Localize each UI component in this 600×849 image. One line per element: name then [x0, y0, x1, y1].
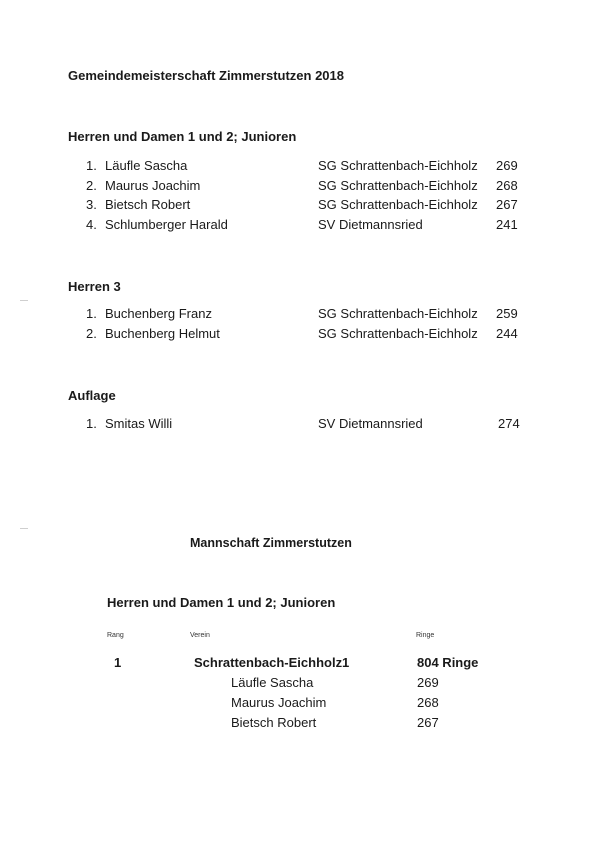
- club-name: SG Schrattenbach-Eichholz: [318, 306, 478, 321]
- score: 267: [496, 197, 518, 212]
- rank-number: 1.: [86, 306, 97, 321]
- score: 268: [496, 178, 518, 193]
- result-row: [0, 416, 600, 436]
- score: 269: [496, 158, 518, 173]
- shooter-name: Läufle Sascha: [105, 158, 188, 173]
- rank-number: 4.: [86, 217, 97, 232]
- team-heading: Herren und Damen 1 und 2; Junioren: [107, 595, 336, 610]
- team-member-score: 267: [417, 715, 439, 730]
- club-name: SG Schrattenbach-Eichholz: [318, 326, 478, 341]
- result-row: [0, 158, 600, 178]
- team-total: 804 Ringe: [417, 655, 479, 670]
- team-rank: 1: [114, 655, 122, 670]
- team-club: Schrattenbach-Eichholz: [194, 655, 343, 670]
- result-row: [0, 217, 600, 237]
- score: 274: [498, 416, 520, 431]
- shooter-name: Buchenberg Franz: [105, 306, 212, 321]
- result-row: [0, 178, 600, 198]
- team-member-score: 268: [417, 695, 439, 710]
- section-heading: Auflage: [68, 388, 116, 403]
- rank-number: 2.: [86, 326, 97, 341]
- club-name: SV Dietmannsried: [318, 416, 423, 431]
- document-title: Gemeindemeisterschaft Zimmerstutzen 2018: [68, 68, 344, 83]
- team-member-name: Läufle Sascha: [231, 675, 314, 690]
- team-club-number: 1: [342, 655, 350, 670]
- scan-mark: [20, 300, 28, 301]
- shooter-name: Buchenberg Helmut: [105, 326, 220, 341]
- club-name: SG Schrattenbach-Eichholz: [318, 178, 478, 193]
- section-heading: Herren 3: [68, 279, 121, 294]
- section-heading: Herren und Damen 1 und 2; Junioren: [68, 129, 297, 144]
- scan-mark: [20, 528, 28, 529]
- score: 259: [496, 306, 518, 321]
- rank-number: 3.: [86, 197, 97, 212]
- team-member-name: Maurus Joachim: [231, 695, 327, 710]
- shooter-name: Bietsch Robert: [105, 197, 191, 212]
- club-name: SV Dietmannsried: [318, 217, 423, 232]
- result-row: [0, 326, 600, 346]
- column-label-rang: Rang: [107, 632, 124, 639]
- score: 244: [496, 326, 518, 341]
- rank-number: 1.: [86, 158, 97, 173]
- column-label-verein: Verein: [190, 632, 210, 639]
- club-name: SG Schrattenbach-Eichholz: [318, 197, 478, 212]
- score: 241: [496, 217, 518, 232]
- rank-number: 1.: [86, 416, 97, 431]
- result-row: [0, 197, 600, 217]
- shooter-name: Maurus Joachim: [105, 178, 201, 193]
- team-title: Mannschaft Zimmerstutzen: [190, 536, 352, 550]
- team-member-score: 269: [417, 675, 439, 690]
- club-name: SG Schrattenbach-Eichholz: [318, 158, 478, 173]
- rank-number: 2.: [86, 178, 97, 193]
- team-member-name: Bietsch Robert: [231, 715, 317, 730]
- column-label-ringe: Ringe: [416, 632, 435, 639]
- result-row: [0, 306, 600, 326]
- shooter-name: Smitas Willi: [105, 416, 173, 431]
- shooter-name: Schlumberger Harald: [105, 217, 228, 232]
